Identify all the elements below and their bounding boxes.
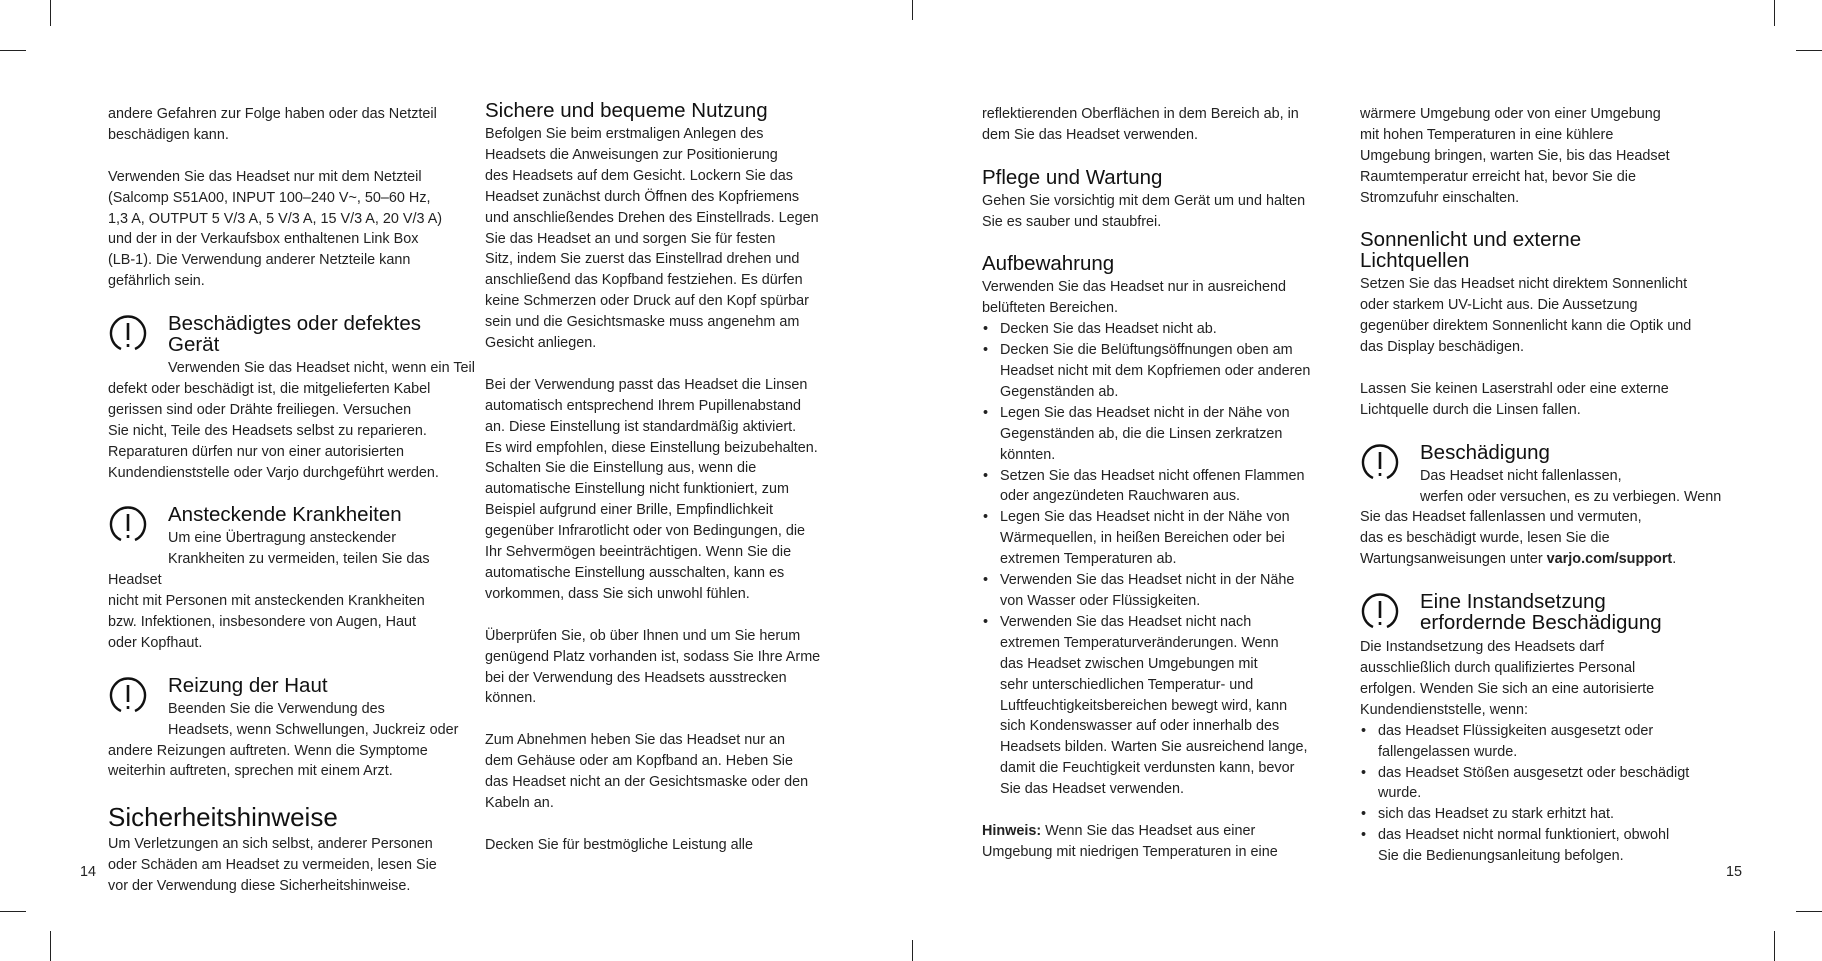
crop-mark — [1774, 931, 1775, 961]
warning-title: Beschädigung — [1420, 440, 1550, 464]
warning-title: Ansteckende Krankheiten — [168, 503, 402, 527]
warning-title: Reizung der Haut — [168, 673, 328, 697]
paragraph: Zum Abnehmen heben Sie das Headset nur an dem Gehäuse oder am Kopfband an. Heben Sie das Headset nicht an der Gesichtsmaske oder den Kabeln an. — [485, 732, 809, 811]
list-item: • Verwenden Sie das Headset nicht in der Nähe von Wasser oder Flüssigkeiten. — [982, 570, 1352, 612]
warning-damaged-device — [108, 313, 478, 483]
column-1 — [108, 104, 478, 918]
crop-mark — [50, 931, 51, 961]
list-item: • das Headset nicht normal funktioniert, obwohl Sie die Bedienungsanleitung befolgen. — [1360, 825, 1730, 867]
paragraph: reflektierenden Oberflächen in dem Bereich ab, in dem Sie das Headset verwenden. — [982, 106, 1299, 143]
section-heading: Aufbewahrung — [982, 252, 1115, 276]
section-heading: Sonnenlicht und externe Lichtquellen — [1360, 228, 1582, 273]
punctuation: . — [1672, 551, 1677, 568]
warning-icon — [108, 315, 148, 355]
warning-body: Um eine Übertragung ansteckender Krankheiten zu vermeiden, teilen Sie das Headset nicht mit Personen mit ansteckenden Krankheiten bzw. Infektionen, insbesondere von Augen, Haut oder Kopfhaut. — [108, 530, 430, 651]
section-heading: Sichere und bequeme Nutzung — [485, 99, 768, 122]
note-text: Wenn Sie das Headset aus einer Umgebung mit niedrigen Temperaturen in eine — [982, 822, 1278, 860]
column-3 — [982, 104, 1352, 884]
paragraph: andere Gefahren zur Folge haben oder das Netzteil beschädigen kann. — [108, 106, 437, 143]
note-label: Hinweis: — [982, 822, 1042, 839]
list-item: • Setzen Sie das Headset nicht offenen Flammen oder angezündeten Rauchwaren aus. — [982, 466, 1352, 508]
paragraph: Bei der Verwendung passt das Headset die Linsen automatisch entsprechend Ihrem Pupillenabstand an. Diese Einstellung ist standardmäßig aktiviert. Es wird empfohlen, diese Einstellung beizubehalten. Schalten Sie die Einstellung aus, wenn die automatische Einstellung nicht funktioniert, zum Beispiel aufgrund einer Brille, Empfindlichkeit gegenüber Infrarotlicht oder von Bedingungen, die Ihr Sehvermögen beeinträchtigen. Wenn Sie die automatische Einstellung ausschalten, kann es vorkommen, dass Sie sich unwohl fühlen. — [485, 376, 818, 602]
warning-damage — [1360, 442, 1730, 571]
warning-title: Eine Instandsetzung erfordernde Beschädigung — [1420, 590, 1662, 635]
warning-body: Beenden Sie die Verwendung des Headsets, wenn Schwellungen, Juckreiz oder andere Reizungen auftreten. Wenn die Symptome weiterhin auftreten, sprechen mit einem Arzt. — [108, 700, 459, 780]
paragraph: Gehen Sie vorsichtig mit dem Gerät um und halten Sie es sauber und staubfrei. — [982, 192, 1306, 230]
list-item: • Legen Sie das Headset nicht in der Nähe von Wärmequellen, in heißen Bereichen oder bei extremen Temperaturen ab. — [982, 507, 1352, 570]
paragraph: Setzen Sie das Headset nicht direktem Sonnenlicht oder starkem UV-Licht aus. Die Aussetzung gegenüber direktem Sonnenlicht kann die Optik und das Display beschädigen. — [1360, 276, 1692, 356]
list-item: • Legen Sie das Headset nicht in der Nähe von Gegenständen ab, die die Linsen zerkratzen könnten. — [982, 403, 1352, 466]
warning-body — [1360, 466, 1730, 571]
crop-mark — [0, 50, 26, 51]
note — [982, 821, 1352, 863]
paragraph: Überprüfen Sie, ob über Ihnen und um Sie herum genügend Platz vorhanden ist, sodass Sie Ihre Arme bei der Verwendung des Headsets ausstrecken können. — [485, 627, 821, 707]
warning-title: Beschädigtes oder defektes Gerät — [168, 312, 421, 357]
warning-body: Verwenden Sie das Headset nicht, wenn ein Teil defekt oder beschädigt ist, die mitgelieferten Kabel gerissen sind oder Drähte freiliegen. Versuchen Sie nicht, Teile des Headsets selbst zu reparieren. Reparaturen dürfen nur von einer autorisierten Kundendienststelle oder Varjo durchgeführt werden. — [108, 360, 475, 481]
warning-infectious-diseases — [108, 504, 478, 653]
warning-repair-damage — [1360, 591, 1730, 721]
paragraph: Lassen Sie keinen Laserstrahl oder eine externe Lichtquelle durch die Linsen fallen. — [1360, 380, 1669, 418]
list-item: • das Headset Stößen ausgesetzt oder beschädigt wurde. — [1360, 763, 1730, 805]
list-item: • sich das Headset zu stark erhitzt hat. — [1360, 804, 1730, 825]
crop-mark — [912, 940, 913, 961]
repair-list — [1360, 721, 1730, 867]
crop-mark — [0, 911, 26, 912]
paragraph: wärmere Umgebung oder von einer Umgebung mit hohen Temperaturen in eine kühlere Umgebung bringen, warten Sie, bis das Headset Raumtemperatur erreicht hat, bevor Sie die Stromzufuhr einschalten. — [1360, 106, 1670, 206]
list-item: • Decken Sie das Headset nicht ab. — [982, 319, 1352, 340]
crop-mark — [1796, 911, 1822, 912]
warning-icon — [108, 506, 148, 546]
column-4 — [1360, 104, 1730, 867]
list-item: • Verwenden Sie das Headset nicht nach extremen Temperaturveränderungen. Wenn das Headset zwischen Umgebungen mit sehr unterschiedlichen Temperatur- und Luftfeuchtigkeitsbereichen bewegt wird, kann sich Kondenswasser auf oder innerhalb des Headsets bilden. Warten Sie ausreichend lange, damit die Feuchtigkeit verdunsten kann, bevor Sie das Headset verwenden. — [982, 612, 1352, 800]
storage-list — [982, 319, 1352, 800]
paragraph: Verwenden Sie das Headset nur mit dem Netzteil (Salcomp S51A00, INPUT 100–240 V~, 50–60 Hz, 1,3 A, OUTPUT 5 V/3 A, 5 V/3 A, 15 V/3 A, 20 V/3 A) und der in der Verkaufsbox enthaltenen Link Box (LB-1). Die Verwendung anderer Netzteile kann gefährlich sein. — [108, 168, 443, 290]
crop-mark — [50, 0, 51, 26]
list-item: • Decken Sie die Belüftungsöffnungen oben am Headset nicht mit dem Kopfriemen oder anderen Gegenständen ab. — [982, 340, 1352, 403]
section-heading: Pflege und Wartung — [982, 165, 1163, 189]
crop-mark — [1796, 50, 1822, 51]
paragraph: Decken Sie für bestmögliche Leistung alle — [485, 836, 753, 853]
section-heading: Sicherheitshinweise — [108, 802, 338, 833]
page-number-left: 14 — [80, 864, 97, 880]
warning-body: Die Instandsetzung des Headsets darf ausschließlich durch qualifiziertes Personal erfolgen. Wenden Sie sich an eine autorisierte Kundendienststelle, wenn: — [1360, 639, 1655, 718]
support-link[interactable]: varjo.com/support — [1546, 551, 1673, 568]
paragraph: Um Verletzungen an sich selbst, anderer Personen oder Schäden am Headset zu vermeiden, lesen Sie vor der Verwendung diese Sicherheitshinweise. — [108, 836, 437, 895]
column-2 — [485, 100, 865, 877]
crop-mark — [1774, 0, 1775, 26]
crop-mark — [912, 0, 913, 20]
paragraph: Befolgen Sie beim erstmaligen Anlegen des Headsets die Anweisungen zur Positionierung des Headsets auf dem Gesicht. Lockern Sie das Headset zunächst durch Öffnen des Kopfriemens und anschließendes Drehen des Einstellrads. Legen Sie das Headset an und sorgen Sie für festen Sitz, indem Sie zuerst das Einstellrad drehen und anschließend das Kopfband festziehen. Es dürfen keine Schmerzen oder Druck auf den Kopf spürbar sein und die Gesichtsmaske muss angenehm am Gesicht anliegen. — [485, 126, 819, 352]
warning-icon — [108, 677, 148, 717]
list-item: • das Headset Flüssigkeiten ausgesetzt oder fallengelassen wurde. — [1360, 721, 1730, 763]
warning-body-text: Das Headset nicht fallenlassen, werfen oder versuchen, es zu verbiegen. Wenn Sie das Headset fallenlassen und vermuten, das es beschädigt wurde, lesen Sie die Wartungsanweisungen unter — [1360, 467, 1722, 568]
page-number-right: 15 — [1726, 864, 1743, 880]
warning-icon — [1360, 593, 1400, 633]
paragraph: Verwenden Sie das Headset nur in ausreichend belüfteten Bereichen. — [982, 279, 1287, 317]
warning-icon — [1360, 444, 1400, 484]
warning-skin-irritation — [108, 675, 478, 783]
